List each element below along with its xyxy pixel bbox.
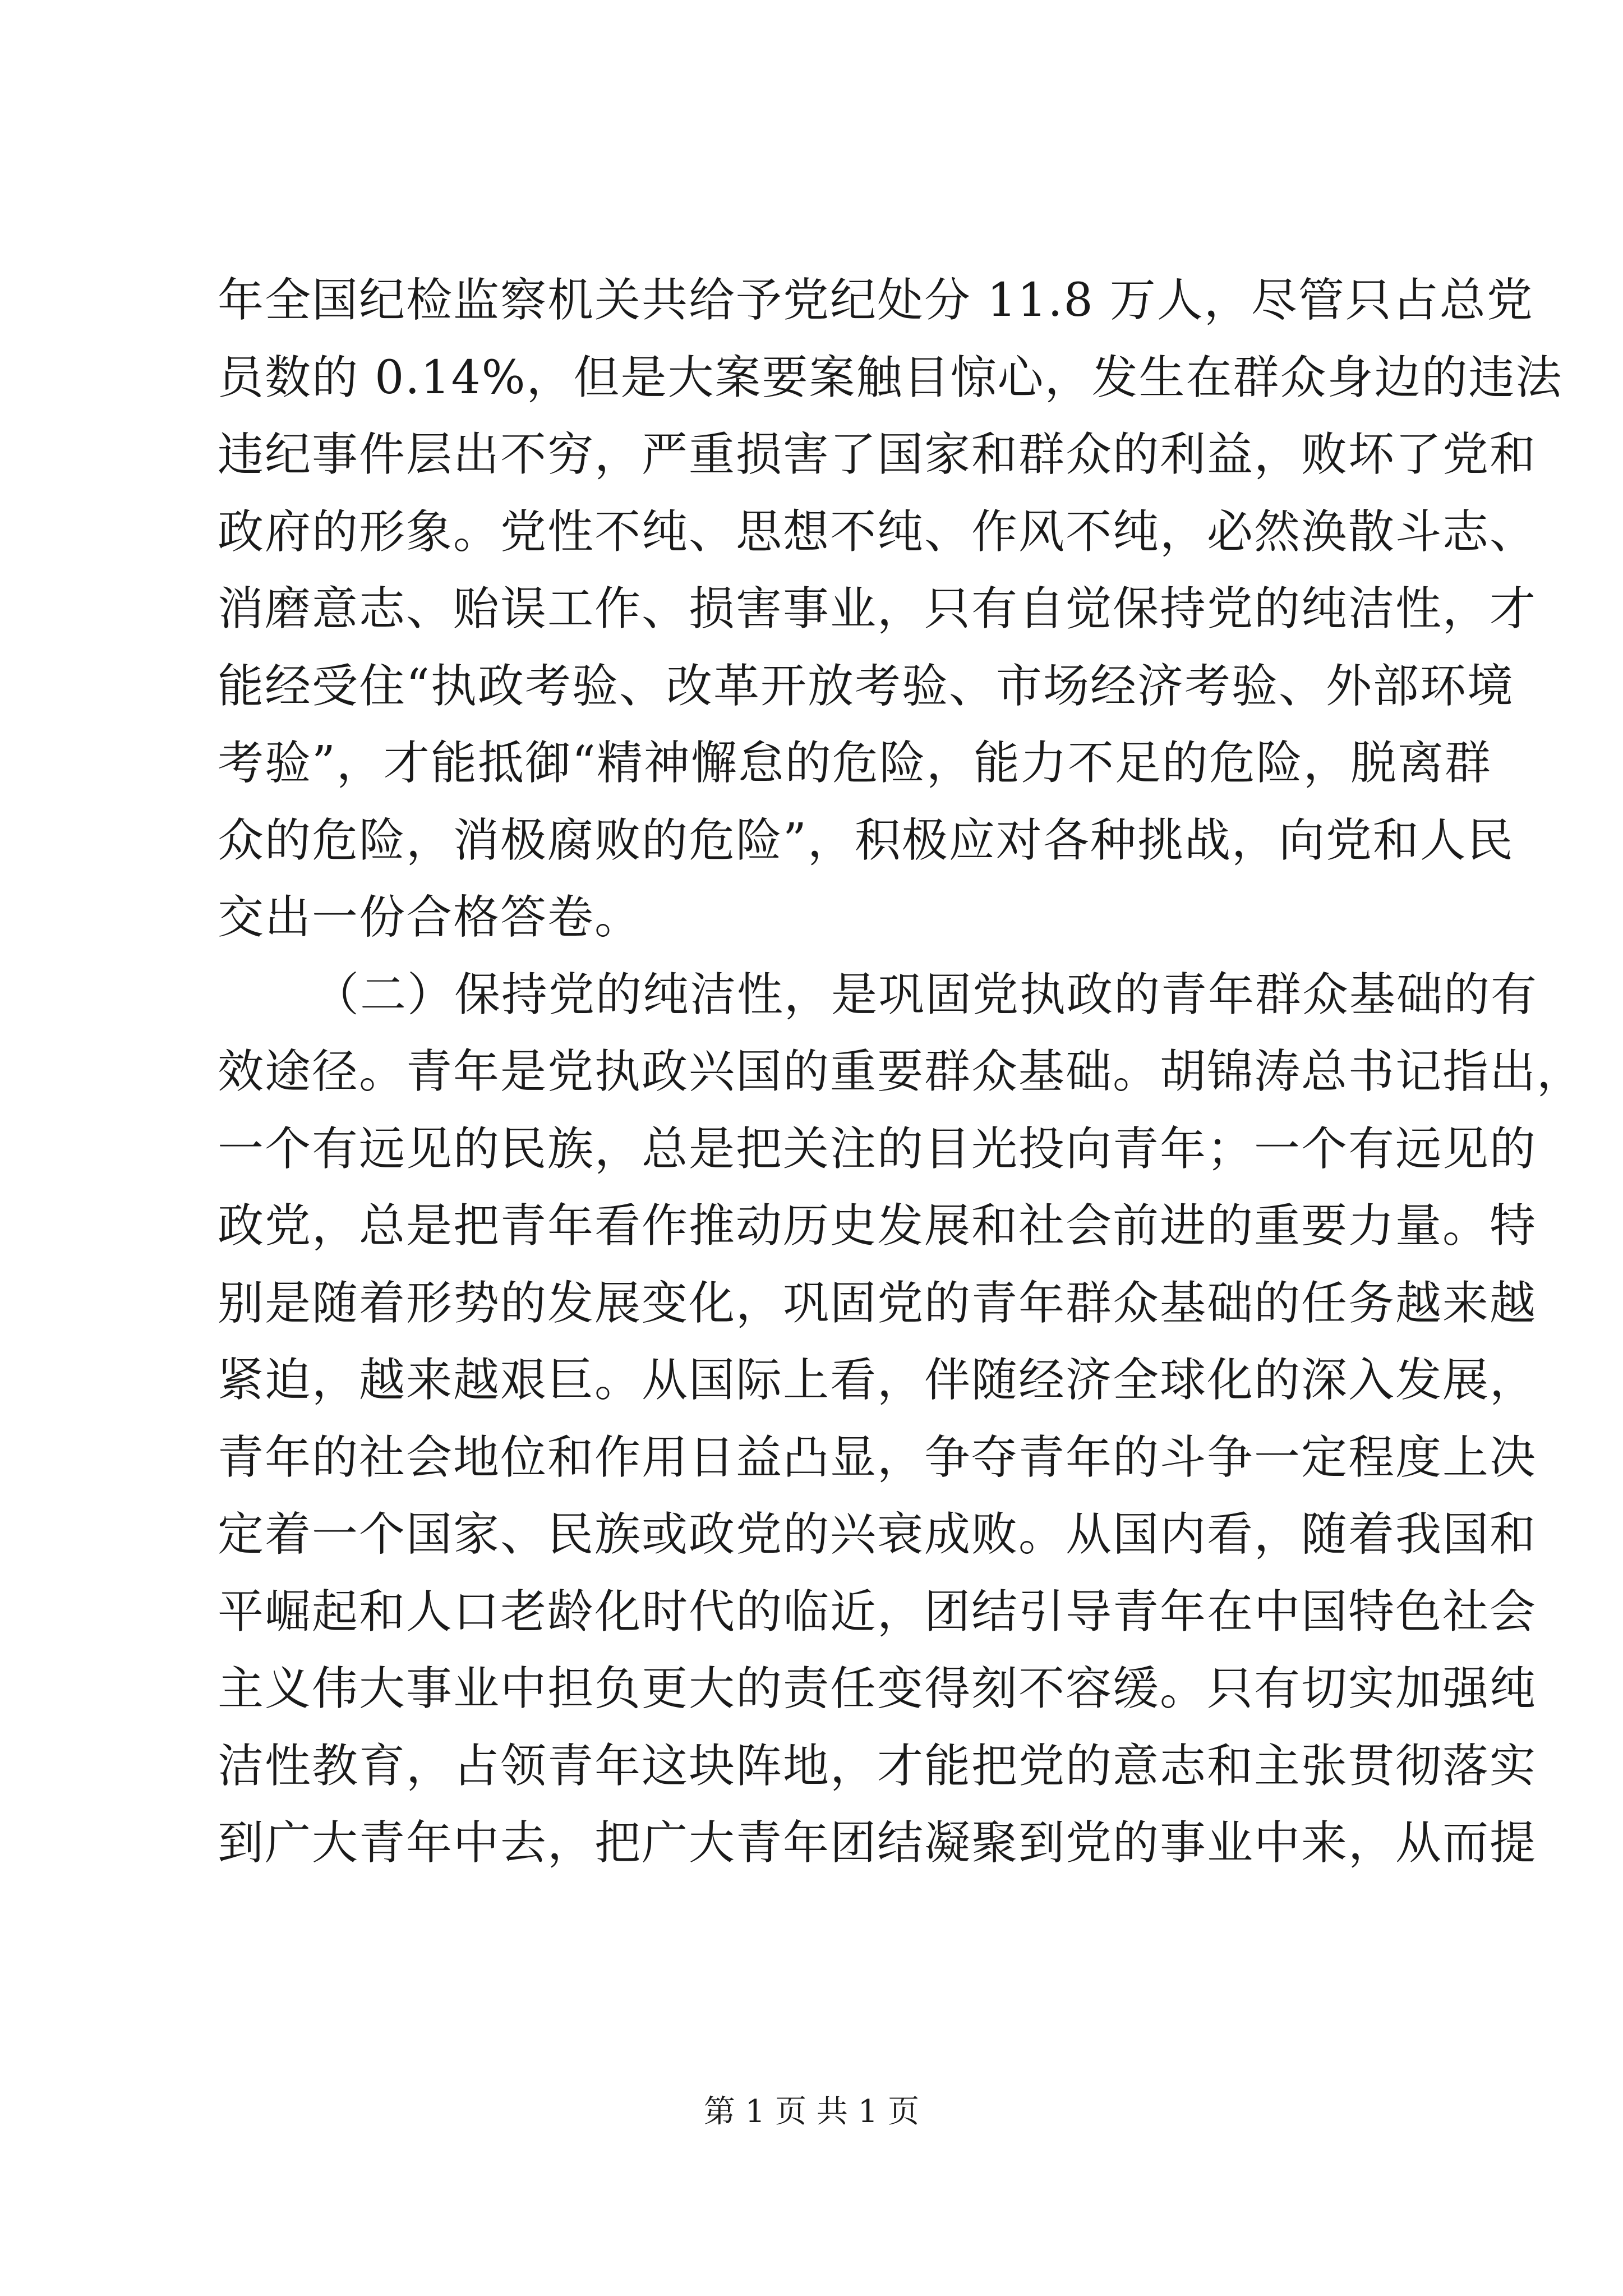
text-line: 政党，总是把青年看作推动历史发展和社会前进的重要力量。特 bbox=[218, 1199, 1537, 1253]
text-line: 效途径。青年是党执政兴国的重要群众基础。胡锦涛总书记指出， bbox=[218, 1045, 1584, 1098]
text-line: 消磨意志、贻误工作、损害事业，只有自觉保持党的纯洁性，才 bbox=[218, 582, 1537, 636]
text-line: 违纪事件层出不穷，严重损害了国家和群众的利益，败坏了党和 bbox=[218, 428, 1537, 481]
text-line: 到广大青年中去，把广大青年团结凝聚到党的事业中来，从而提 bbox=[218, 1816, 1537, 1870]
text-line: 政府的形象。党性不纯、思想不纯、作风不纯，必然涣散斗志、 bbox=[218, 505, 1537, 559]
text-line: 交出一份合格答卷。 bbox=[218, 891, 642, 944]
text-line: 年全国纪检监察机关共给予党纪处分 11.8 万人，尽管只占总党 bbox=[218, 274, 1534, 327]
text-line: 员数的 0.14%，但是大案要案触目惊心，发生在群众身边的违法 bbox=[218, 351, 1563, 404]
text-line: 一个有远见的民族，总是把关注的目光投向青年；一个有远见的 bbox=[218, 1122, 1537, 1176]
document-body bbox=[218, 262, 1584, 1882]
text-line: 洁性教育，占领青年这块阵地，才能把党的意志和主张贯彻落实 bbox=[218, 1739, 1537, 1793]
text-line: 能经受住“执政考验、改革开放考验、市场经济考验、外部环境 bbox=[218, 659, 1514, 713]
page-number-footer: 第 1 页 共 1 页 bbox=[703, 2093, 920, 2130]
text-line: 别是随着形势的发展变化，巩固党的青年群众基础的任务越来越 bbox=[218, 1276, 1537, 1330]
text-line: 众的危险，消极腐败的危险”，积极应对各种挑战，向党和人民 bbox=[218, 813, 1514, 867]
text-line: 主义伟大事业中担负更大的责任变得刻不容缓。只有切实加强纯 bbox=[218, 1662, 1537, 1715]
text-line: 青年的社会地位和作用日益凸显，争夺青年的斗争一定程度上决 bbox=[218, 1430, 1537, 1484]
text-line: 平崛起和人口老龄化时代的临近，团结引导青年在中国特色社会 bbox=[218, 1585, 1537, 1639]
text-line: 紧迫，越来越艰巨。从国际上看，伴随经济全球化的深入发展， bbox=[218, 1354, 1537, 1407]
paragraph-heading-line: （二）保持党的纯洁性，是巩固党执政的青年群众基础的有 bbox=[313, 968, 1538, 1022]
text-line: 考验”，才能抵御“精神懈怠的危险，能力不足的危险，脱离群 bbox=[218, 737, 1492, 790]
text-line: 定着一个国家、民族或政党的兴衰成败。从国内看，随着我国和 bbox=[218, 1508, 1537, 1561]
